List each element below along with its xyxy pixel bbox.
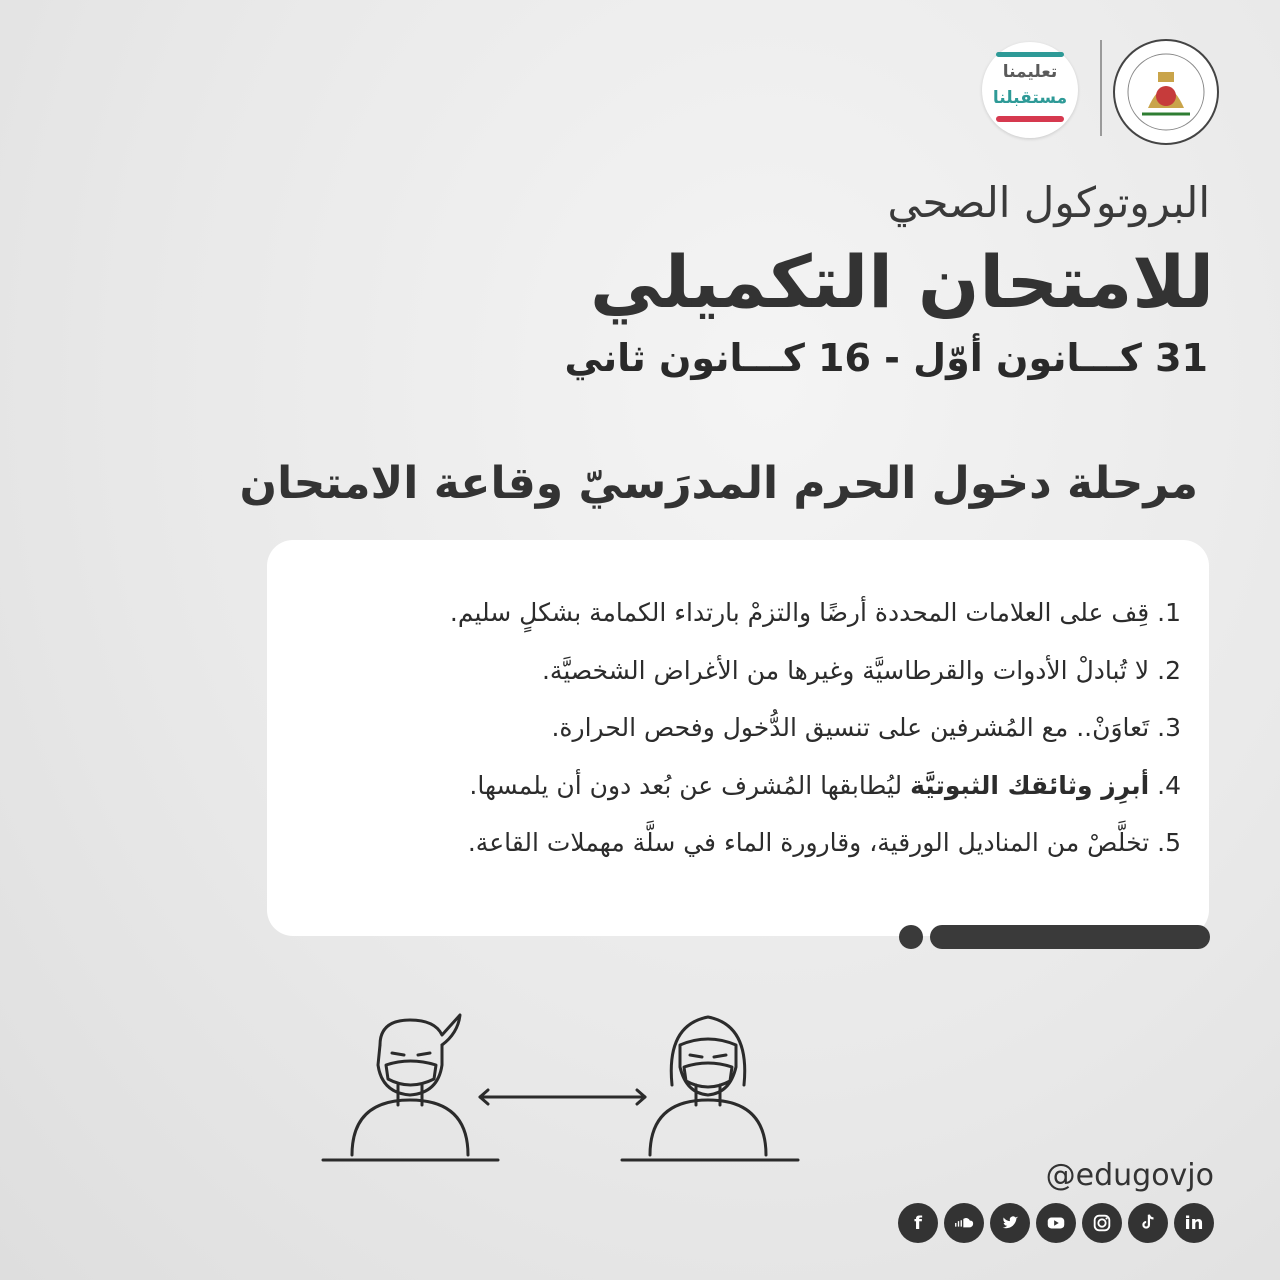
exam-dates: 31 كـــانون أوّل - 16 كـــانون ثاني — [564, 336, 1208, 380]
decor-bar — [930, 925, 1210, 949]
instructions-card — [267, 540, 1209, 936]
social-icons — [898, 1203, 1214, 1247]
header-logos — [960, 38, 1220, 158]
title-top: البروتوكول الصحي — [887, 178, 1210, 227]
facebook-icon[interactable]: f — [898, 1203, 938, 1243]
list-item: 5. تخلَّصْ من المناديل الورقية، وقارورة الماء في سلَّة مهملات القاعة. — [467, 828, 1181, 857]
logo-red-arc — [996, 116, 1064, 122]
tiktok-icon[interactable] — [1128, 1203, 1168, 1243]
list-item: 2. لا تُبادلْ الأدوات والقرطاسيَّة وغيرها من الأغراض الشخصيَّة. — [541, 655, 1181, 685]
logo-line2: مستقبلنا — [992, 88, 1068, 108]
list-item: 1. قِف على العلامات المحددة أرضًا والتزمْ بارتداء الكمامة بشكلٍ سليم. — [449, 598, 1181, 627]
logo-teal-arc — [996, 52, 1064, 57]
ministry-seal-icon — [1112, 38, 1220, 146]
linkedin-icon[interactable]: in — [1174, 1203, 1214, 1243]
logo-divider — [1100, 40, 1102, 136]
instructions-list — [450, 584, 1181, 872]
instagram-icon[interactable] — [1082, 1203, 1122, 1243]
list-item: 4. أبرِز وثائقك الثبوتيَّة ليُطابقها المُشرف عن بُعد دون أن يلمسها. — [469, 770, 1181, 800]
page-title: للامتحان التكميلي — [590, 240, 1214, 324]
twitter-icon[interactable] — [990, 1203, 1030, 1243]
youtube-icon[interactable] — [1036, 1203, 1076, 1243]
education-campaign-logo — [982, 42, 1078, 138]
logo-line1: تعليمنا — [1002, 62, 1058, 82]
social-handle[interactable]: @edugovjo — [1045, 1158, 1214, 1193]
section-title: مرحلة دخول الحرم المدرَسيّ وقاعة الامتحان — [239, 458, 1198, 509]
list-item: 3. تَعاوَنْ.. مع المُشرفين على تنسيق الدُّخول وفحص الحرارة. — [551, 713, 1181, 742]
decor-dot — [899, 925, 923, 949]
social-distancing-illustration — [320, 1005, 800, 1170]
soundcloud-icon[interactable] — [944, 1203, 984, 1243]
